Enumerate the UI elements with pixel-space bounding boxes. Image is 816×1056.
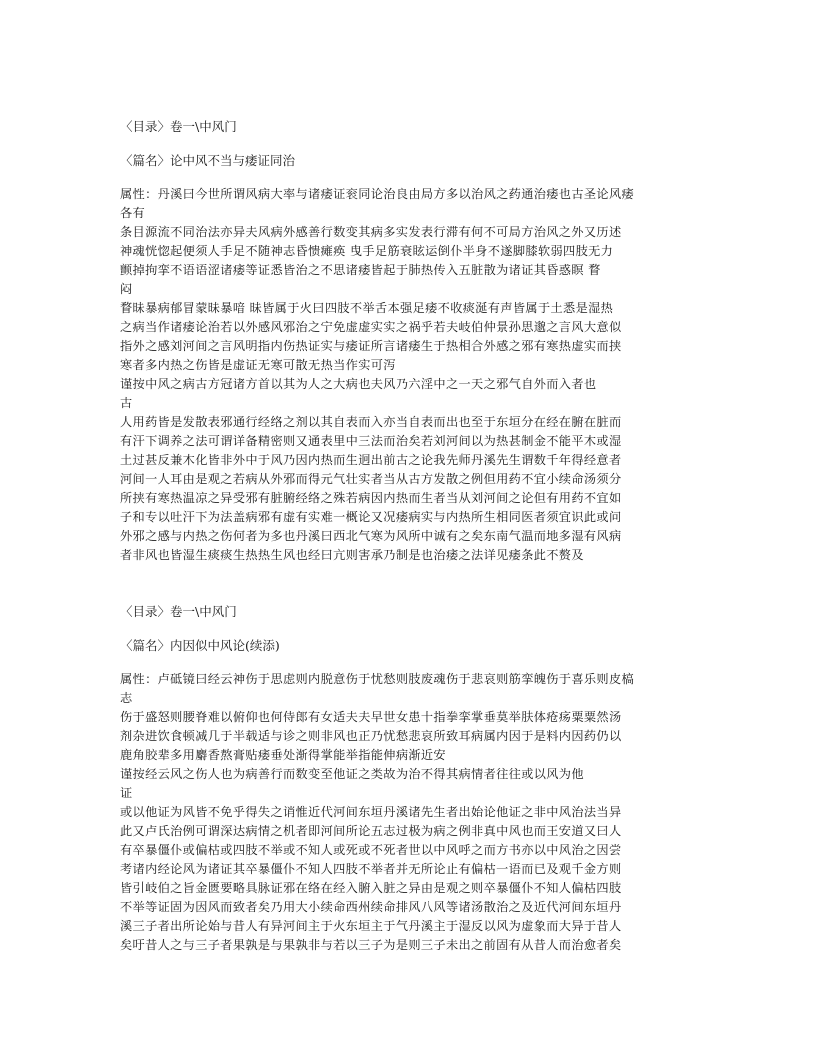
body-line: 瞀昧暴病郁冒蒙昧暴喑 昧皆属于火曰四肢不举舌本强足痿不收痰涎有声皆属于土悉是湿热 <box>120 301 614 315</box>
body-line: 人用药皆是发散表邪通行经络之剂以其自表而入亦当自表而出也至于东垣分在经在腑在脏而 <box>120 415 622 429</box>
body-line: 证 <box>120 786 133 800</box>
body-line: 之病当作诸痿论治若以外感风邪治之宁免虚虚实实之祸乎若夫岐伯仲景孙思邈之言风大意似 <box>120 320 622 334</box>
body-line: 不举等证固为因风而致者矣乃用大小续命西州续命排风八风等诸汤散治之及近代河间东垣丹 <box>120 900 622 914</box>
section-1 <box>120 117 692 565</box>
article-body <box>120 670 692 955</box>
article-title: 〈篇名〉论中风不当与痿证同治 <box>120 153 296 168</box>
body-line: 各有 <box>120 206 146 220</box>
body-line: 外邪之感与内热之伤何者为多也丹溪曰西北气寒为风所中诚有之矣东南气温而地多湿有风病 <box>120 529 622 543</box>
body-line: 鹿角胶辈多用麝香熬膏贴痿垂处渐得掌能举指能伸病渐近安 <box>120 748 446 762</box>
body-line: 河间一人耳由是观之若病从外邪而得元气壮实者当从古方发散之例但用药不宜小续命汤须分 <box>120 472 622 486</box>
body-line: 溪三子者出所论始与昔人有异河间主于火东垣主于气丹溪主于湿反以风为虚象而大异于昔人 <box>120 919 622 933</box>
body-line: 属性：卢砥镜曰经云神伤于思虑则内脱意伤于忧愁则肢废魂伤于悲哀则筋挛魄伤于喜乐则皮槁 <box>120 672 635 686</box>
body-line: 指外之感刘河间之言风明指内伤热证实与痿证所言诸痿生于热相合外感之邪有寒热虚实而挟 <box>120 339 622 353</box>
body-line: 颤掉拘挛不语语涩诸痿等证悉皆治之不思诸痿皆起于肺热传入五脏散为诸证其昏惑瞑 瞀 <box>120 263 601 277</box>
body-line: 剂杂进饮食顿减几于半载适与诊之则非风也正乃忧愁悲哀所致耳病属内因于是料内因药仍以 <box>120 729 622 743</box>
body-line: 者非风也皆湿生痰痰生热热生风也经曰亢则害承乃制是也治痿之法详见痿条此不赘及 <box>120 548 584 562</box>
body-line: 志 <box>120 691 133 705</box>
body-line: 土过甚反兼木化皆非外中于风乃因内热而生迥出前古之论我先师丹溪先生谓数千年得经意者 <box>120 453 622 467</box>
article-body <box>120 185 692 565</box>
catalog-heading: 〈目录〉卷一\中风门 <box>120 604 237 619</box>
body-line: 子和专以吐汗下为法盖病邪有虚有实难一概论又况痿病实与内热所生相同医者须宜识此或问 <box>120 510 622 524</box>
body-line: 此又卢氏治例可谓深达病情之机者即河间所论五志过极为病之例非真中风也而王安道又曰人 <box>120 824 622 838</box>
body-line: 谨按中风之病古方冠诸方首以其为人之大病也夫风乃六淫中之一天之邪气自外而入者也 <box>120 377 597 391</box>
body-line: 神魂恍惚起便须人手足不随神志昏愦瘫痪 曳手足筋衰眩运倒仆半身不遂脚膝软弱四肢无力 <box>120 244 614 258</box>
body-line: 寒者多内热之伤皆是虚证无寒可散无热当作实可泻 <box>120 358 396 372</box>
body-line: 所挟有寒热温凉之异受邪有脏腑经络之殊若病因内热而生者当从刘河间之论但有用药不宜如 <box>120 491 622 505</box>
section-2 <box>120 602 692 955</box>
body-line: 有汗下调养之法可谓详备精密则又通表里中三法而治矣若刘河间以为热甚制金不能平木或湿 <box>120 434 622 448</box>
body-line: 伤于盛怒则腰脊难以俯仰也何侍郎有女适夫夫早世女患十指拳挛掌垂莫举肤体疮疡粟粟然汤 <box>120 710 622 724</box>
body-line: 谨按经云风之伤人也为病善行而数变至他证之类故为治不得其病情者往往或以风为他 <box>120 767 584 781</box>
catalog-heading: 〈目录〉卷一\中风门 <box>120 119 237 134</box>
body-line: 矣吁昔人之与三子者果孰是与果孰非与若以三子为是则三子未出之前固有从昔人而治愈者矣 <box>120 938 622 952</box>
body-line: 或以他证为风皆不免乎得失之诮惟近代河间东垣丹溪诸先生者出始论他证之非中风治法当异 <box>120 805 622 819</box>
body-line: 皆引岐伯之旨金匮要略具脉证邪在络在经入腑入脏之异由是观之则卒暴僵仆不知人偏枯四肢 <box>120 881 622 895</box>
body-line: 条目源流不同治法亦异夫风病外感善行数变其病多实发表行滞有何不可局方治风之外又历述 <box>120 225 622 239</box>
article-title: 〈篇名〉内因似中风论(续添) <box>120 638 280 653</box>
body-line: 属性：丹溪曰今世所谓风病大率与诸痿证衮同论治良由局方多以治风之药通治痿也古圣论风痿 <box>120 187 635 201</box>
body-line: 闷 <box>120 282 133 296</box>
body-line: 古 <box>120 396 133 410</box>
body-line: 有卒暴僵仆或偏枯或四肢不举或不知人或死或不死者世以中风呼之而方书亦以中风治之因尝 <box>120 843 622 857</box>
body-line: 考诸内经论风为诸证其卒暴僵仆不知人四肢不举者并无所论止有偏枯一语而已及观千金方则 <box>120 862 622 876</box>
